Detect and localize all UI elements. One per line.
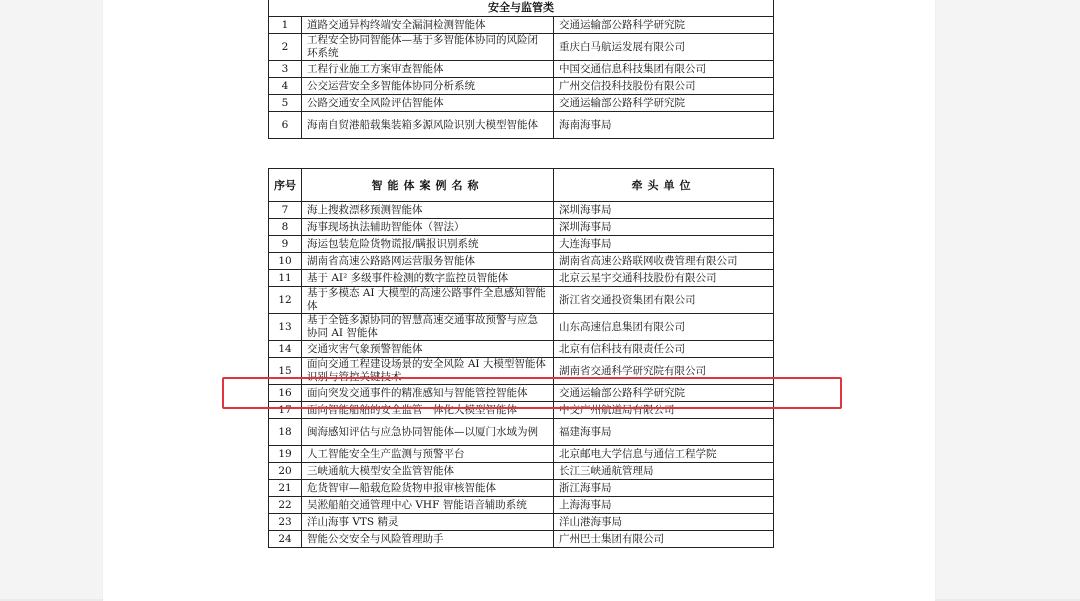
lead-unit: 长江三峡通航管理局 xyxy=(554,463,774,480)
lead-unit: 广州巴士集团有限公司 xyxy=(554,531,774,548)
case-name: 人工智能安全生产监测与预警平台 xyxy=(302,446,554,463)
case-name: 洋山海事 VTS 精灵 xyxy=(302,514,554,531)
lead-unit: 上海海事局 xyxy=(554,497,774,514)
table-row xyxy=(269,419,774,446)
header-number: 序号 xyxy=(269,169,302,202)
lead-unit: 山东高速信息集团有限公司 xyxy=(554,314,774,341)
lead-unit: 北京有信科技有限责任公司 xyxy=(554,341,774,358)
section-title: 安全与监管类 xyxy=(269,0,774,17)
case-name: 面向突发交通事件的精准感知与智能管控智能体 xyxy=(302,385,554,402)
table-header-row xyxy=(269,169,774,202)
table-row xyxy=(269,253,774,270)
table-row xyxy=(269,385,774,402)
table-row xyxy=(269,202,774,219)
row-number: 2 xyxy=(269,34,302,61)
row-number: 5 xyxy=(269,95,302,112)
row-number: 6 xyxy=(269,112,302,139)
lead-unit: 福建海事局 xyxy=(554,419,774,446)
table-row-highlighted xyxy=(269,358,774,385)
case-name: 海上搜救漂移预测智能体 xyxy=(302,202,554,219)
row-number: 15 xyxy=(269,358,302,385)
table-row xyxy=(269,402,774,419)
case-name: 工程行业施工方案审查智能体 xyxy=(302,61,554,78)
case-name: 海南自贸港船载集装箱多源风险识别大模型智能体 xyxy=(302,112,554,139)
table-row xyxy=(269,314,774,341)
row-number: 11 xyxy=(269,270,302,287)
table-row xyxy=(269,236,774,253)
lead-unit: 洋山港海事局 xyxy=(554,514,774,531)
lead-unit: 交通运输部公路科学研究院 xyxy=(554,17,774,34)
lead-unit: 浙江省交通投资集团有限公司 xyxy=(554,287,774,314)
case-name: 闽海感知评估与应急协同智能体—以厦门水域为例 xyxy=(302,419,554,446)
row-number: 3 xyxy=(269,61,302,78)
case-name: 智能公交安全与风险管理助手 xyxy=(302,531,554,548)
case-name: 面向交通工程建设场景的安全风险 AI 大模型智能体识别与管控关键技术 xyxy=(302,358,554,385)
row-number: 16 xyxy=(269,385,302,402)
lead-unit: 浙江海事局 xyxy=(554,480,774,497)
lead-unit: 广州交信投科技股份有限公司 xyxy=(554,78,774,95)
row-number: 9 xyxy=(269,236,302,253)
table-row xyxy=(269,78,774,95)
case-name: 危货智审—船载危险货物申报审核智能体 xyxy=(302,480,554,497)
lead-unit: 北京云星宇交通科技股份有限公司 xyxy=(554,270,774,287)
table-row xyxy=(269,531,774,548)
case-name: 吴淞船舶交通管理中心 VHF 智能语音辅助系统 xyxy=(302,497,554,514)
lead-unit: 大连海事局 xyxy=(554,236,774,253)
table-row xyxy=(269,270,774,287)
row-number: 8 xyxy=(269,219,302,236)
table-row xyxy=(269,112,774,139)
case-name: 三峡通航大模型安全监管智能体 xyxy=(302,463,554,480)
table-row xyxy=(269,17,774,34)
header-lead-unit: 牵头单位 xyxy=(554,169,774,202)
lead-unit: 重庆白马航运发展有限公司 xyxy=(554,34,774,61)
table-row xyxy=(269,463,774,480)
table-row xyxy=(269,497,774,514)
case-name: 工程安全协同智能体—基于多智能体协同的风险闭环系统 xyxy=(302,34,554,61)
table-row xyxy=(269,480,774,497)
case-name: 基于全链多源协同的智慧高速交通事故预警与应急协同 AI 智能体 xyxy=(302,314,554,341)
lead-unit: 深圳海事局 xyxy=(554,219,774,236)
table-row xyxy=(269,341,774,358)
row-number: 21 xyxy=(269,480,302,497)
row-number: 4 xyxy=(269,78,302,95)
row-number: 7 xyxy=(269,202,302,219)
case-name: 公路交通安全风险评估智能体 xyxy=(302,95,554,112)
table-row xyxy=(269,34,774,61)
section-title-row xyxy=(269,0,774,17)
row-number: 18 xyxy=(269,419,302,446)
lead-unit: 交通运输部公路科学研究院 xyxy=(554,95,774,112)
viewer-background-left xyxy=(0,0,103,599)
lead-unit: 中国交通信息科技集团有限公司 xyxy=(554,61,774,78)
table-row xyxy=(269,219,774,236)
case-name: 交通灾害气象预警智能体 xyxy=(302,341,554,358)
row-number: 17 xyxy=(269,402,302,419)
case-name: 基于 AI² 多级事件检测的数字监控员智能体 xyxy=(302,270,554,287)
case-name: 海运包装危险货物谎报/瞒报识别系统 xyxy=(302,236,554,253)
lead-unit: 海南海事局 xyxy=(554,112,774,139)
case-name: 公交运营安全多智能体协同分析系统 xyxy=(302,78,554,95)
row-number: 23 xyxy=(269,514,302,531)
table-row xyxy=(269,95,774,112)
table-row xyxy=(269,446,774,463)
case-name: 道路交通异构终端安全漏洞检测智能体 xyxy=(302,17,554,34)
case-list-table xyxy=(268,168,774,548)
header-case-name: 智能体案例名称 xyxy=(302,169,554,202)
lead-unit: 交通运输部公路科学研究院 xyxy=(554,385,774,402)
row-number: 1 xyxy=(269,17,302,34)
table-row xyxy=(269,287,774,314)
row-number: 10 xyxy=(269,253,302,270)
lead-unit: 北京邮电大学信息与通信工程学院 xyxy=(554,446,774,463)
lead-unit: 深圳海事局 xyxy=(554,202,774,219)
row-number: 12 xyxy=(269,287,302,314)
row-number: 19 xyxy=(269,446,302,463)
case-name: 面向智能船舶的安全监管一体化大模型智能体 xyxy=(302,402,554,419)
lead-unit: 中交广州航道局有限公司 xyxy=(554,402,774,419)
case-name: 海事现场执法辅助智能体（智法） xyxy=(302,219,554,236)
row-number: 22 xyxy=(269,497,302,514)
table-row xyxy=(269,514,774,531)
lead-unit: 湖南省交通科学研究院有限公司 xyxy=(554,358,774,385)
case-name: 基于多模态 AI 大模型的高速公路事件全息感知智能体 xyxy=(302,287,554,314)
row-number: 20 xyxy=(269,463,302,480)
viewer-background-right xyxy=(935,0,1080,599)
row-number: 14 xyxy=(269,341,302,358)
lead-unit: 湖南省高速公路联网收费管理有限公司 xyxy=(554,253,774,270)
case-name: 湖南省高速公路路网运营服务智能体 xyxy=(302,253,554,270)
row-number: 13 xyxy=(269,314,302,341)
row-number: 24 xyxy=(269,531,302,548)
safety-regulation-table xyxy=(268,0,774,139)
table-row xyxy=(269,61,774,78)
